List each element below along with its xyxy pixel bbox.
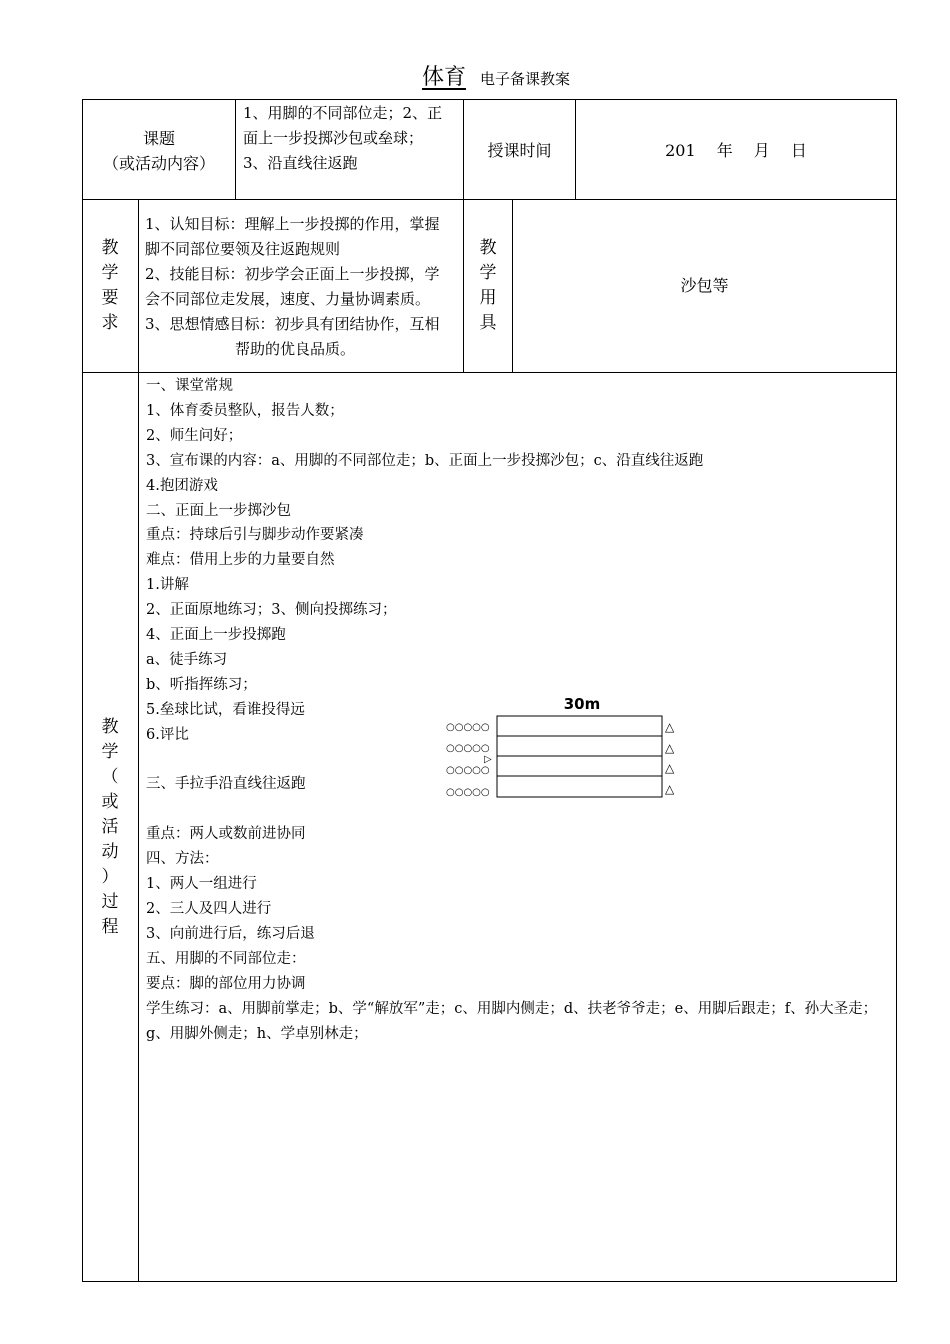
triangle-marker-icon: △: [665, 741, 675, 755]
triangle-marker-icon: △: [665, 720, 675, 734]
process-line: 1、两人一组进行: [146, 876, 257, 893]
triangle-marker-icon: △: [665, 782, 675, 796]
label-char: 活: [101, 817, 119, 837]
process-line: 3、宣布课的内容：a、用脚的不同部位走；b、正面上一步投掷沙包；c、沿直线往返跑: [146, 452, 704, 469]
row1-divider-a: [235, 99, 236, 199]
process-line: 4、正面上一步投掷跑: [146, 627, 286, 644]
topic-line: 面上一步投掷沙包或垒球；: [243, 129, 424, 147]
date-value: 201 年 月 日: [665, 141, 807, 160]
lane-box: [497, 776, 662, 797]
topic-label-line2: （或活动内容）: [102, 154, 215, 173]
label-char: 或: [101, 792, 119, 812]
lane-box: [497, 736, 662, 756]
requirement-line: 3、思想情感目标：初步具有团结协作，互相: [145, 315, 440, 333]
process-line: 4.抱团游戏: [146, 477, 218, 494]
label-char: 教: [479, 238, 497, 258]
label-char: 要: [101, 288, 119, 308]
process-line: 三、手拉手沿直线往返跑: [146, 776, 306, 793]
requirements-content: [145, 212, 463, 362]
requirements-label: [98, 236, 122, 336]
topic-line: 3、沿直线往返跑: [243, 154, 358, 172]
time-label: 授课时间: [487, 141, 552, 160]
process-line: 2、正面原地练习；3、侧向投掷练习；: [146, 602, 397, 619]
table-divider-row1: [82, 199, 897, 200]
label-char: 动: [101, 842, 119, 862]
process-line: 二、正面上一步掷沙包: [146, 502, 291, 519]
lane-diagram: [440, 690, 690, 805]
label-char: 具: [479, 313, 497, 333]
requirement-line: 脚不同部位要领及往返跑规则: [145, 240, 341, 258]
process-line: 四、方法：: [146, 851, 219, 868]
triangle-marker-icon: △: [665, 761, 675, 775]
process-line: 3、向前进行后，练习后退: [146, 925, 315, 942]
process-line: 重点：两人或数前进协同: [146, 826, 306, 843]
process-line: 五、用脚的不同部位走：: [146, 950, 306, 967]
label-char: 学: [101, 742, 119, 762]
player-row: ○○○○○: [446, 787, 490, 798]
process-line: 1.讲解: [146, 577, 189, 594]
label-char: 教: [101, 717, 119, 737]
process-label: [98, 715, 122, 940]
table-border-bottom: [82, 1281, 897, 1282]
topic-content: [243, 101, 463, 176]
requirement-line: 2、技能目标：初步学会正面上一步投掷，学: [145, 265, 440, 283]
player-row: ○○○○○: [446, 743, 490, 754]
process-line: 5.垒球比试，看谁投得远: [146, 701, 305, 718]
lane-box: [497, 756, 662, 776]
player-row: ○○○○○: [446, 722, 490, 733]
label-column-divider: [138, 199, 139, 1282]
table-border-left: [82, 99, 83, 1282]
label-char: 学: [479, 263, 497, 283]
process-line: 1、体育委员整队，报告人数；: [146, 402, 344, 419]
requirement-line: 帮助的优良品质。: [235, 340, 356, 358]
label-char: 学: [101, 263, 119, 283]
process-line: 一、课堂常规: [146, 378, 233, 394]
start-arrow-icon: ▷: [484, 754, 492, 765]
topic-label: [83, 126, 235, 176]
label-char: 过: [101, 892, 119, 912]
process-line: 2、三人及四人进行: [146, 901, 272, 917]
tools-value: 沙包等: [680, 276, 729, 295]
distance-label: 30m: [563, 695, 601, 713]
document-title: 电子备课教案: [480, 70, 571, 88]
table-border-top: [82, 99, 897, 100]
label-char: 用: [479, 288, 497, 308]
process-line: b、听指挥练习；: [146, 676, 257, 693]
lane-box: [497, 716, 662, 736]
process-line: 重点：持球后引与脚步动作要紧凑: [146, 527, 364, 544]
player-row: ○○○○○: [446, 765, 490, 776]
label-char: （: [101, 767, 119, 787]
process-line: 要点：脚的部位用力协调: [146, 975, 306, 992]
requirement-line: 1、认知目标：理解上一步投掷的作用，掌握: [145, 215, 440, 233]
topic-label-line1: 课题: [142, 129, 175, 148]
process-line: 学生练习：a、用脚前掌走；b、学“解放军”走；c、用脚内侧走；d、扶老爷爷走；e、用脚后跟走；f、孙大圣走；g、用脚外侧走；h、学卓别林走；: [146, 1000, 878, 1042]
process-line: a、徒手练习: [146, 651, 228, 668]
table-divider-row2: [82, 372, 897, 373]
label-char: 程: [101, 917, 119, 937]
topic-line: 1、用脚的不同部位走；2、正: [243, 104, 443, 122]
process-line: 难点：借用上步的力量要自然: [146, 552, 335, 569]
label-char: ）: [101, 867, 119, 887]
process-line: 2、师生问好；: [146, 427, 243, 444]
label-char: 教: [101, 238, 119, 258]
subject-title: 体育: [422, 65, 467, 90]
label-char: 求: [101, 313, 119, 333]
row2-divider-a: [463, 199, 464, 372]
process-line: 6.评比: [146, 726, 189, 743]
table-border-right: [896, 99, 897, 1282]
tools-label: [476, 236, 500, 336]
header: [408, 60, 570, 91]
requirement-line: 会不同部位走发展，速度、力量协调素质。: [145, 290, 431, 308]
